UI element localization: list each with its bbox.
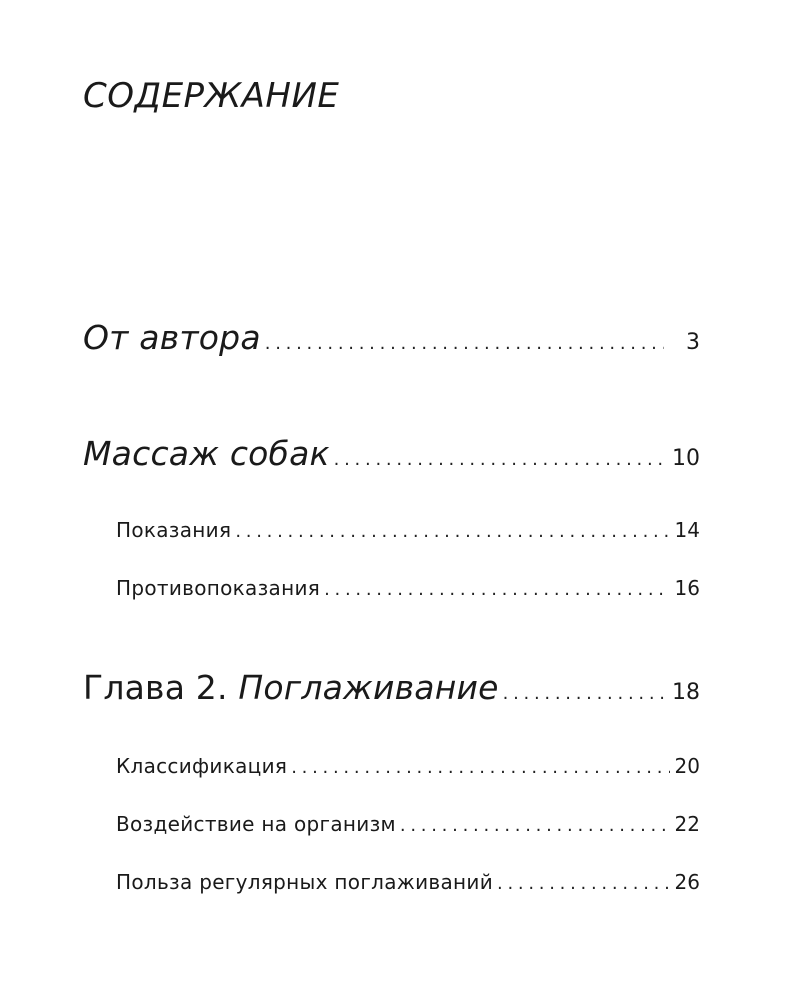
page-title: СОДЕРЖАНИЕ bbox=[83, 76, 340, 116]
toc-entry-page: 22 bbox=[674, 812, 700, 836]
dot-leader bbox=[334, 449, 664, 470]
toc-entry-title: Воздействие на организм bbox=[116, 812, 396, 836]
toc-entry-page: 18 bbox=[672, 680, 700, 705]
dot-leader bbox=[400, 815, 670, 836]
toc-entry-page: 26 bbox=[674, 870, 700, 894]
dot-leader bbox=[265, 333, 664, 354]
toc-entry-effect-on-body[interactable] bbox=[116, 812, 700, 836]
toc-entry-title: Показания bbox=[116, 518, 232, 542]
toc-entry-chapter-2[interactable] bbox=[83, 668, 700, 707]
dot-leader bbox=[324, 579, 670, 600]
chapter-number: Глава 2. bbox=[83, 668, 228, 707]
toc-entry-dog-massage[interactable] bbox=[83, 434, 700, 473]
toc-entry-page: 14 bbox=[674, 518, 700, 542]
toc-entry-page: 16 bbox=[674, 576, 700, 600]
toc-entry-page: 3 bbox=[686, 330, 700, 355]
toc-entry-indications[interactable] bbox=[116, 518, 700, 542]
dot-leader bbox=[497, 873, 670, 894]
toc-entry-classification[interactable] bbox=[116, 754, 700, 778]
dot-leader bbox=[235, 521, 670, 542]
toc-entry-title: От автора bbox=[83, 318, 261, 357]
toc-entry-page: 20 bbox=[674, 754, 700, 778]
chapter-title: Поглаживание bbox=[238, 668, 499, 707]
toc-entry-regular-stroking-benefits[interactable] bbox=[116, 870, 700, 894]
toc-entry-from-author[interactable] bbox=[83, 318, 700, 357]
dot-leader bbox=[291, 757, 670, 778]
toc-entry-title: Массаж собак bbox=[83, 434, 330, 473]
toc-entry-contraindications[interactable] bbox=[116, 576, 700, 600]
toc-entry-title: Классификация bbox=[116, 754, 288, 778]
toc-entry-page: 10 bbox=[672, 446, 700, 471]
toc-entry-title bbox=[83, 668, 499, 707]
toc-entry-title: Польза регулярных поглаживаний bbox=[116, 870, 493, 894]
toc-entry-title: Противопоказания bbox=[116, 576, 321, 600]
dot-leader bbox=[503, 683, 664, 704]
